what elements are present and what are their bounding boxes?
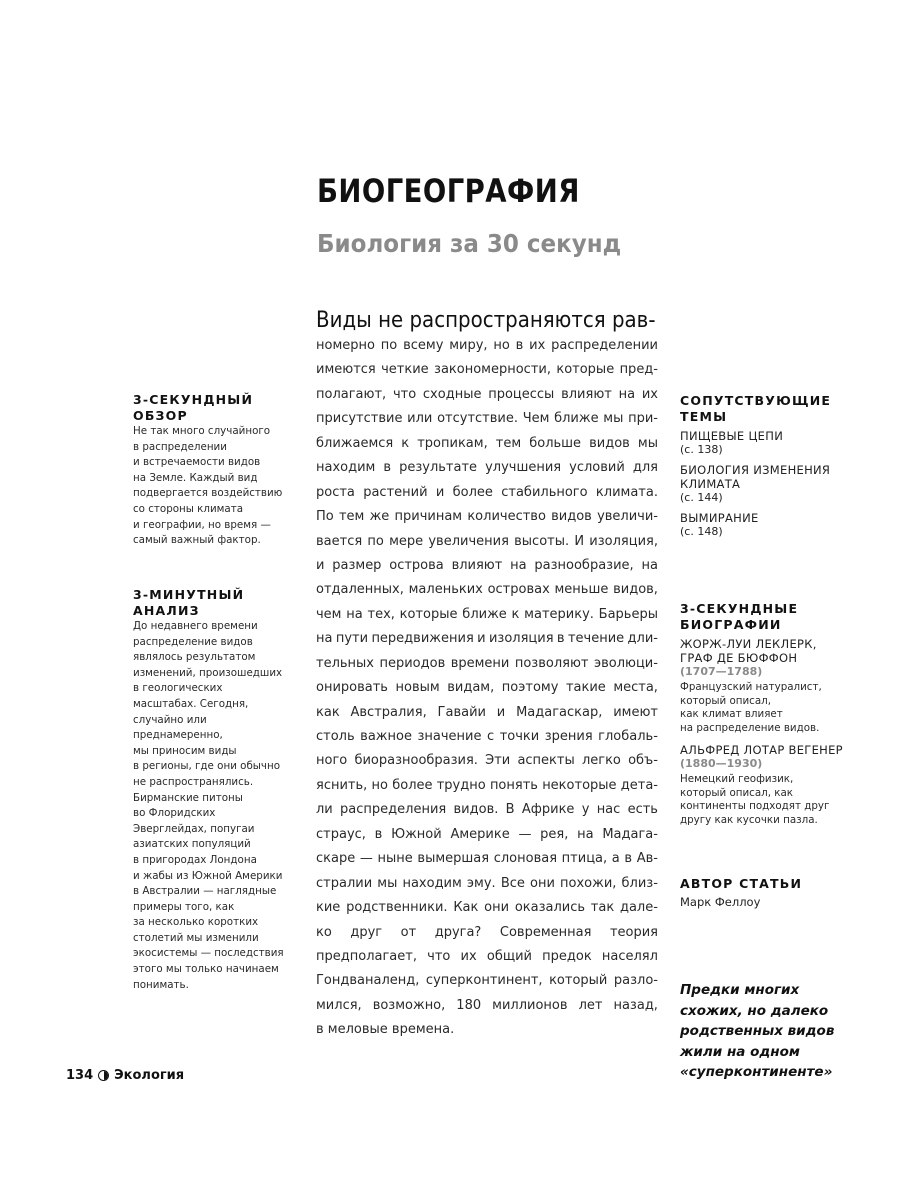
body-line: чем на тех, которые ближе к материку. Барьеры bbox=[316, 606, 658, 622]
text-line: Бирманские питоны bbox=[133, 791, 243, 804]
text-line: подвергается воздействию bbox=[133, 487, 283, 500]
text-line: мы приносим виды bbox=[133, 744, 237, 757]
text-line: в распределении bbox=[133, 440, 227, 453]
text-line: «суперконтиненте» bbox=[680, 1064, 833, 1080]
body-line: ного биоразнообразия. Эти аспекты легко объ- bbox=[316, 753, 658, 769]
body-line: Гондваналенд, суперконтинент, который разло- bbox=[316, 973, 658, 989]
text-line: жили на одном bbox=[680, 1043, 800, 1060]
related-topic-climate-change[interactable]: БИОЛОГИЯ ИЗМЕНЕНИЯ КЛИМАТА (с. 144) bbox=[680, 463, 831, 504]
lead-line: Виды не распространяются рав- bbox=[316, 308, 656, 333]
related-topic-food-chains[interactable]: ПИЩЕВЫЕ ЦЕПИ (с. 138) bbox=[680, 429, 784, 456]
text-line: случайно или bbox=[133, 713, 207, 726]
body-line: кие родственники. Как они оказались так дале- bbox=[316, 900, 658, 916]
page-number: 134 bbox=[66, 1068, 94, 1083]
half-circle-icon bbox=[98, 1070, 109, 1081]
text-line: Не так много случайного bbox=[133, 425, 271, 437]
body-line: скаре — ныне вымершая слоновая птица, а в Ав- bbox=[316, 851, 658, 867]
related-topics-heading: СОПУТСТВУЮЩИЕ ТЕМЫ bbox=[680, 393, 832, 424]
body-line: имеются четкие закономерности, которые пред- bbox=[316, 362, 658, 378]
body-line: столь важное значение с точки зрения глобаль- bbox=[316, 729, 658, 744]
body-line: на пути передвижения и изоляция в течение дли- bbox=[316, 631, 658, 647]
text-line: на распределение видов. bbox=[680, 721, 820, 734]
text-line: который описал, как bbox=[680, 786, 794, 799]
body-line: отдаленных, маленьких островах меньше видов, bbox=[316, 582, 658, 598]
body-line: в меловые времена. bbox=[316, 1022, 455, 1038]
body-line: ко друг от друга? Современная теория bbox=[316, 924, 658, 940]
text-line: на Земле. Каждый вид bbox=[133, 471, 258, 484]
author-heading: АВТОР СТАТЬИ bbox=[680, 876, 803, 891]
body-line: тельных периодов времени позволяют эволюци- bbox=[316, 655, 658, 671]
author-section bbox=[680, 876, 802, 909]
text-line: за несколько коротких bbox=[133, 916, 259, 929]
text-line: континенты подходят друг bbox=[680, 800, 830, 812]
body-line: роста растений и более стабильного климата. bbox=[316, 484, 658, 500]
body-line: ближаемся к тропикам, тем больше видов мы bbox=[316, 435, 658, 451]
page-title: БИОГЕОГРАФИЯ bbox=[317, 172, 580, 210]
bio-buffon: ЖОРЖ-ЛУИ ЛЕКЛЕРК, ГРАФ ДЕ БЮФФОН (1707—1788) Французский натуралист, который описал, как климат влияет на распределение видов. bbox=[680, 637, 843, 735]
text-line: понимать. bbox=[133, 978, 189, 991]
text-line: не распространялись. bbox=[133, 775, 254, 788]
text-line: Эверглейдах, попугаи bbox=[133, 822, 255, 835]
text-line: Французский натуралист, bbox=[680, 681, 822, 693]
text-line: преднамеренно, bbox=[133, 729, 223, 742]
bio-wegener: АЛЬФРЕД ЛОТАР ВЕГЕНЕР (1880—1930) Немецкий геофизик, который описал, как континенты подходят друг другу как кусочки пазла. bbox=[680, 743, 843, 826]
body-line: присутствие или отсутствие. Чем ближе мы при- bbox=[316, 411, 658, 427]
text-line: в пригородах Лондона bbox=[133, 853, 257, 866]
text-line: экосистемы — последствия bbox=[133, 947, 284, 960]
analysis-text bbox=[133, 619, 284, 993]
text-line: этого мы только начинаем bbox=[133, 963, 279, 976]
text-line: в геологических bbox=[133, 682, 223, 695]
text-line: Немецкий геофизик, bbox=[680, 773, 794, 785]
text-line: распределение видов bbox=[133, 635, 253, 648]
text-line: и встречаемости видов bbox=[133, 456, 261, 469]
text-line: со стороны климата bbox=[133, 502, 244, 515]
text-line: столетий мы изменили bbox=[133, 931, 259, 944]
page-footer bbox=[66, 1068, 184, 1083]
body-line: яснить, но более трудно понять некоторые дета- bbox=[316, 777, 658, 793]
body-line: стралии мы находим эму. Все они похожи, близ- bbox=[316, 875, 658, 891]
body-line: находим в результате улучшения условий для bbox=[316, 460, 658, 476]
body-line: предполагает, что их общий предок населял bbox=[316, 948, 658, 964]
text-line: который описал, bbox=[680, 694, 771, 707]
text-line: во Флоридских bbox=[133, 807, 216, 820]
biographies-section bbox=[680, 601, 843, 827]
text-line: как климат влияет bbox=[680, 708, 783, 720]
text-line: являлось результатом bbox=[133, 651, 256, 664]
text-line: и жабы из Южной Америки bbox=[133, 869, 283, 882]
body-line: номерно по всему миру, но в их распределении bbox=[316, 338, 658, 353]
body-line: и размер острова влияют на разнообразие, на bbox=[316, 557, 658, 573]
text-line: До недавнего времени bbox=[133, 620, 258, 632]
author-name: Марк Феллоу bbox=[680, 895, 761, 909]
text-line: примеры того, как bbox=[133, 900, 235, 913]
text-line: схожих, но далеко bbox=[680, 1002, 829, 1019]
analysis-heading: 3-МИНУТНЫЙ АНАЛИЗ bbox=[133, 587, 245, 618]
overview-heading: 3-СЕКУНДНЫЙ ОБЗОР bbox=[133, 392, 254, 423]
text-line: в регионы, где они обычно bbox=[133, 760, 281, 773]
body-line: как Австралия, Гавайи и Мадагаскар, имеют bbox=[316, 704, 658, 720]
text-line: и географии, но время — bbox=[133, 518, 271, 531]
text-line: в Австралии — наглядные bbox=[133, 885, 277, 898]
text-line: изменений, произошедших bbox=[133, 666, 283, 679]
overview-section bbox=[133, 392, 282, 549]
text-line: азиатских популяций bbox=[133, 838, 251, 851]
body-line: онировать новым видам, поэтому такие места, bbox=[316, 680, 658, 696]
body-line: полагают, что сходные процессы влияют на их bbox=[316, 386, 658, 402]
related-topic-extinction[interactable]: ВЫМИРАНИЕ (с. 148) bbox=[680, 511, 759, 538]
page-subtitle: Биология за 30 секунд bbox=[317, 229, 622, 258]
overview-text bbox=[133, 424, 282, 549]
section-name: Экология bbox=[114, 1068, 185, 1083]
biographies-heading: 3-СЕКУНДНЫЕ БИОГРАФИИ bbox=[680, 601, 799, 632]
body-line: вается по мере увеличения высоты. И изоляция, bbox=[316, 533, 658, 549]
text-line: родственных видов bbox=[680, 1023, 835, 1039]
body-line: мился, возможно, 180 миллионов лет назад, bbox=[316, 997, 658, 1013]
related-topics-section bbox=[680, 393, 831, 539]
body-line: ли распределения видов. В Африке у нас есть bbox=[316, 802, 658, 818]
analysis-section bbox=[133, 587, 284, 993]
text-line: масштабах. Сегодня, bbox=[133, 697, 249, 710]
text-line: Предки многих bbox=[680, 982, 800, 998]
body-line: По тем же причинам количество видов увеличи- bbox=[316, 509, 658, 525]
article-body bbox=[316, 334, 658, 1043]
text-line: самый важный фактор. bbox=[133, 534, 261, 547]
body-line: страус, в Южной Америке — рея, на Мадага- bbox=[316, 826, 658, 842]
pull-quote bbox=[680, 980, 834, 1083]
text-line: другу как кусочки пазла. bbox=[680, 813, 818, 826]
